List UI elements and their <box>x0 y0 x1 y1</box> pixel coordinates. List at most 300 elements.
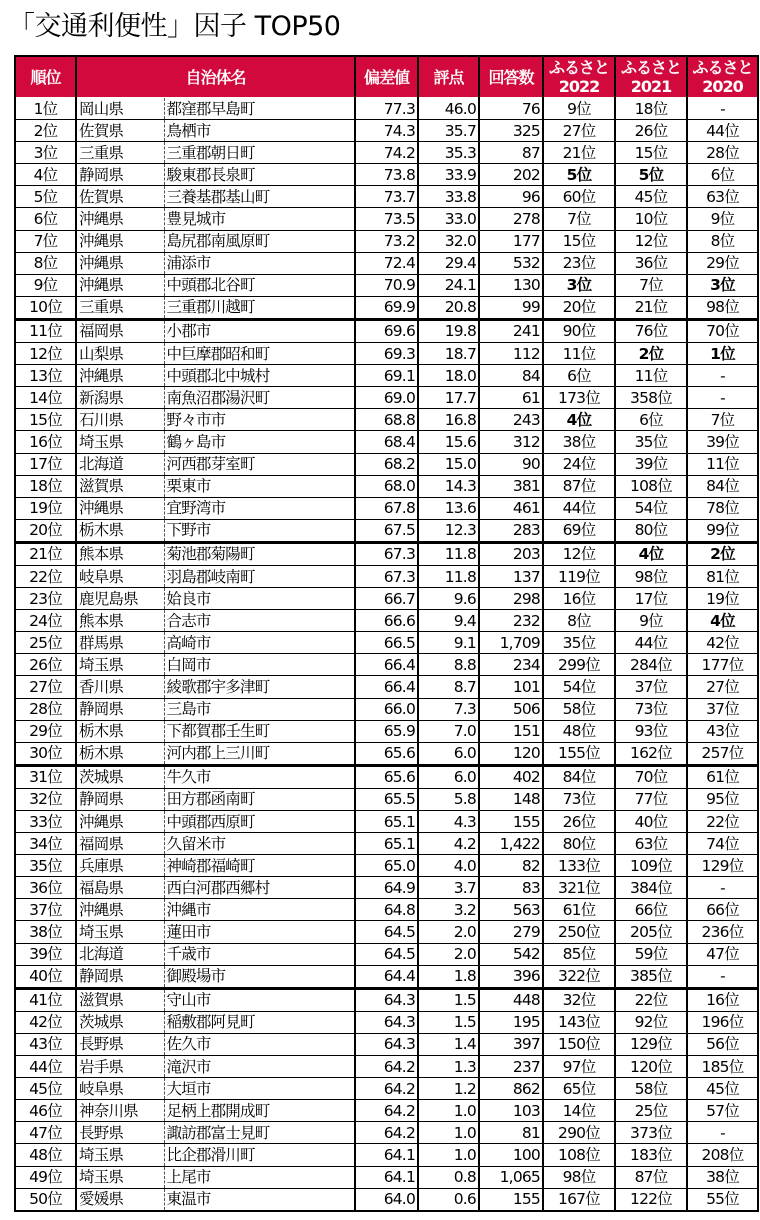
responses-cell: 312 <box>479 431 543 453</box>
table-row <box>15 519 758 542</box>
furusato-2022-cell: 5位 <box>543 164 615 186</box>
furusato-2021-cell: 108位 <box>615 475 687 497</box>
rank-cell: 34位 <box>15 833 76 855</box>
rank-cell: 1位 <box>15 98 76 120</box>
furusato-2021-cell: 385位 <box>615 965 687 988</box>
rank-cell: 5位 <box>15 186 76 208</box>
score-cell: 32.0 <box>418 230 479 252</box>
city-cell: 都窪郡早島町 <box>164 98 355 120</box>
city-cell: 豊見城市 <box>164 208 355 230</box>
responses-cell: 90 <box>479 453 543 475</box>
rank-cell: 40位 <box>15 965 76 988</box>
responses-cell: 397 <box>479 1033 543 1055</box>
rank-cell: 24位 <box>15 610 76 632</box>
deviation-cell: 69.9 <box>355 296 418 319</box>
deviation-cell: 69.1 <box>355 365 418 387</box>
furusato-2021-cell: 35位 <box>615 431 687 453</box>
deviation-cell: 64.8 <box>355 899 418 921</box>
deviation-cell: 70.9 <box>355 274 418 296</box>
prefecture-cell: 熊本県 <box>76 610 164 632</box>
rank-cell: 16位 <box>15 431 76 453</box>
responses-cell: 76 <box>479 98 543 120</box>
rank-cell: 37位 <box>15 899 76 921</box>
score-cell: 8.8 <box>418 654 479 676</box>
table-row <box>15 720 758 742</box>
rank-cell: 27位 <box>15 676 76 698</box>
furusato-2021-cell: 76位 <box>615 319 687 342</box>
deviation-cell: 65.5 <box>355 788 418 810</box>
table-row <box>15 654 758 676</box>
responses-cell: 241 <box>479 319 543 342</box>
deviation-cell: 64.5 <box>355 921 418 943</box>
furusato-2021-cell: 10位 <box>615 208 687 230</box>
furusato-2022-cell: 48位 <box>543 720 615 742</box>
header-score: 評点 <box>418 56 479 98</box>
city-cell: 河西郡芽室町 <box>164 453 355 475</box>
furusato-2021-cell: 77位 <box>615 788 687 810</box>
responses-cell: 101 <box>479 676 543 698</box>
furusato-2020-cell: 2位 <box>687 542 758 565</box>
score-cell: 1.2 <box>418 1078 479 1100</box>
score-cell: 9.1 <box>418 632 479 654</box>
prefecture-cell: 香川県 <box>76 676 164 698</box>
responses-cell: 1,422 <box>479 833 543 855</box>
rank-cell: 39位 <box>15 943 76 965</box>
city-cell: 牛久市 <box>164 765 355 788</box>
prefecture-cell: 滋賀県 <box>76 988 164 1011</box>
furusato-2021-cell: 22位 <box>615 988 687 1011</box>
furusato-2021-cell: 12位 <box>615 230 687 252</box>
rank-cell: 38位 <box>15 921 76 943</box>
furusato-2020-cell: 208位 <box>687 1144 758 1166</box>
furusato-2020-cell: - <box>687 877 758 899</box>
furusato-2022-cell: 87位 <box>543 475 615 497</box>
table-row <box>15 98 758 120</box>
rank-cell: 29位 <box>15 720 76 742</box>
furusato-2022-cell: 24位 <box>543 453 615 475</box>
score-cell: 8.7 <box>418 676 479 698</box>
deviation-cell: 68.8 <box>355 409 418 431</box>
furusato-2022-cell: 155位 <box>543 742 615 765</box>
prefecture-cell: 茨城県 <box>76 1011 164 1033</box>
header-furusato-2022 <box>543 56 615 98</box>
deviation-cell: 73.2 <box>355 230 418 252</box>
deviation-cell: 66.7 <box>355 588 418 610</box>
prefecture-cell: 栃木県 <box>76 742 164 765</box>
furusato-2021-cell: 37位 <box>615 676 687 698</box>
city-cell: 駿東郡長泉町 <box>164 164 355 186</box>
furusato-2020-cell: - <box>687 365 758 387</box>
deviation-cell: 67.8 <box>355 497 418 519</box>
city-cell: 諏訪郡富士見町 <box>164 1122 355 1144</box>
furusato-2021-cell: 373位 <box>615 1122 687 1144</box>
rank-cell: 6位 <box>15 208 76 230</box>
furusato-2021-cell: 66位 <box>615 899 687 921</box>
furusato-2020-cell: 22位 <box>687 811 758 833</box>
prefecture-cell: 茨城県 <box>76 765 164 788</box>
furusato-2020-cell: 8位 <box>687 230 758 252</box>
header-year: 2020 <box>702 77 743 96</box>
city-cell: 野々市市 <box>164 409 355 431</box>
responses-cell: 84 <box>479 365 543 387</box>
furusato-2020-cell: 11位 <box>687 453 758 475</box>
score-cell: 1.4 <box>418 1033 479 1055</box>
furusato-2022-cell: 133位 <box>543 855 615 877</box>
furusato-2020-cell: 42位 <box>687 632 758 654</box>
prefecture-cell: 福島県 <box>76 877 164 899</box>
table-row <box>15 542 758 565</box>
furusato-2021-cell: 6位 <box>615 409 687 431</box>
responses-cell: 120 <box>479 742 543 765</box>
furusato-2021-cell: 98位 <box>615 565 687 587</box>
furusato-2020-cell: 6位 <box>687 164 758 186</box>
score-cell: 16.8 <box>418 409 479 431</box>
table-row <box>15 698 758 720</box>
prefecture-cell: 沖縄県 <box>76 252 164 274</box>
rank-cell: 7位 <box>15 230 76 252</box>
responses-cell: 461 <box>479 497 543 519</box>
furusato-2022-cell: 322位 <box>543 965 615 988</box>
score-cell: 1.0 <box>418 1144 479 1166</box>
furusato-2022-cell: 15位 <box>543 230 615 252</box>
prefecture-cell: 埼玉県 <box>76 654 164 676</box>
responses-cell: 148 <box>479 788 543 810</box>
furusato-2020-cell: 236位 <box>687 921 758 943</box>
furusato-2022-cell: 61位 <box>543 899 615 921</box>
prefecture-cell: 沖縄県 <box>76 274 164 296</box>
table-row <box>15 296 758 319</box>
prefecture-cell: 岐阜県 <box>76 565 164 587</box>
furusato-2021-cell: 18位 <box>615 98 687 120</box>
rank-cell: 8位 <box>15 252 76 274</box>
furusato-2022-cell: 80位 <box>543 833 615 855</box>
deviation-cell: 64.2 <box>355 1100 418 1122</box>
deviation-cell: 74.2 <box>355 142 418 164</box>
furusato-2022-cell: 143位 <box>543 1011 615 1033</box>
furusato-2020-cell: 81位 <box>687 565 758 587</box>
table-row <box>15 453 758 475</box>
rank-cell: 10位 <box>15 296 76 319</box>
header-year: 2021 <box>630 77 672 96</box>
responses-cell: 130 <box>479 274 543 296</box>
score-cell: 13.6 <box>418 497 479 519</box>
prefecture-cell: 長野県 <box>76 1033 164 1055</box>
score-cell: 1.0 <box>418 1122 479 1144</box>
prefecture-cell: 沖縄県 <box>76 365 164 387</box>
prefecture-cell: 岩手県 <box>76 1056 164 1078</box>
rank-cell: 36位 <box>15 877 76 899</box>
city-cell: 蓮田市 <box>164 921 355 943</box>
furusato-2020-cell: 29位 <box>687 252 758 274</box>
responses-cell: 103 <box>479 1100 543 1122</box>
responses-cell: 87 <box>479 142 543 164</box>
furusato-2022-cell: 9位 <box>543 98 615 120</box>
furusato-2020-cell: - <box>687 1122 758 1144</box>
rank-cell: 26位 <box>15 654 76 676</box>
rank-cell: 22位 <box>15 565 76 587</box>
table-row <box>15 120 758 142</box>
furusato-2022-cell: 38位 <box>543 431 615 453</box>
responses-cell: 195 <box>479 1011 543 1033</box>
rank-cell: 23位 <box>15 588 76 610</box>
furusato-2021-cell: 73位 <box>615 698 687 720</box>
responses-cell: 83 <box>479 877 543 899</box>
responses-cell: 96 <box>479 186 543 208</box>
responses-cell: 112 <box>479 343 543 365</box>
rank-cell: 49位 <box>15 1166 76 1188</box>
table-row <box>15 965 758 988</box>
city-cell: 三重郡朝日町 <box>164 142 355 164</box>
prefecture-cell: 埼玉県 <box>76 921 164 943</box>
furusato-2020-cell: 16位 <box>687 988 758 1011</box>
city-cell: 三島市 <box>164 698 355 720</box>
rank-cell: 17位 <box>15 453 76 475</box>
furusato-2022-cell: 65位 <box>543 1078 615 1100</box>
table-row <box>15 274 758 296</box>
score-cell: 12.3 <box>418 519 479 542</box>
city-cell: 田方郡函南町 <box>164 788 355 810</box>
city-cell: 足柄上郡開成町 <box>164 1100 355 1122</box>
score-cell: 4.3 <box>418 811 479 833</box>
furusato-2021-cell: 59位 <box>615 943 687 965</box>
header-rank: 順位 <box>15 56 76 98</box>
table-row <box>15 788 758 810</box>
rank-cell: 21位 <box>15 542 76 565</box>
furusato-2022-cell: 7位 <box>543 208 615 230</box>
furusato-2021-cell: 122位 <box>615 1188 687 1211</box>
furusato-2021-cell: 2位 <box>615 343 687 365</box>
responses-cell: 279 <box>479 921 543 943</box>
rank-cell: 47位 <box>15 1122 76 1144</box>
score-cell: 3.7 <box>418 877 479 899</box>
furusato-2020-cell: - <box>687 387 758 409</box>
page-title: 「交通利便性」因子 TOP50 <box>8 11 341 42</box>
rank-cell: 15位 <box>15 409 76 431</box>
furusato-2020-cell: 63位 <box>687 186 758 208</box>
city-cell: 守山市 <box>164 988 355 1011</box>
prefecture-cell: 沖縄県 <box>76 208 164 230</box>
furusato-2020-cell: 84位 <box>687 475 758 497</box>
deviation-cell: 64.4 <box>355 965 418 988</box>
deviation-cell: 64.1 <box>355 1144 418 1166</box>
furusato-2021-cell: 39位 <box>615 453 687 475</box>
responses-cell: 862 <box>479 1078 543 1100</box>
score-cell: 5.8 <box>418 788 479 810</box>
city-cell: 千歳市 <box>164 943 355 965</box>
score-cell: 33.8 <box>418 186 479 208</box>
score-cell: 9.6 <box>418 588 479 610</box>
score-cell: 18.0 <box>418 365 479 387</box>
score-cell: 4.0 <box>418 855 479 877</box>
furusato-2021-cell: 11位 <box>615 365 687 387</box>
furusato-2021-cell: 36位 <box>615 252 687 274</box>
header-furusato-2021 <box>615 56 687 98</box>
rank-cell: 44位 <box>15 1056 76 1078</box>
furusato-2022-cell: 8位 <box>543 610 615 632</box>
table-row <box>15 632 758 654</box>
score-cell: 0.8 <box>418 1166 479 1188</box>
score-cell: 1.0 <box>418 1100 479 1122</box>
prefecture-cell: 北海道 <box>76 943 164 965</box>
furusato-2020-cell: 38位 <box>687 1166 758 1188</box>
responses-cell: 542 <box>479 943 543 965</box>
prefecture-cell: 兵庫県 <box>76 855 164 877</box>
table-row <box>15 1056 758 1078</box>
furusato-2020-cell: 1位 <box>687 343 758 365</box>
furusato-2022-cell: 26位 <box>543 811 615 833</box>
table-row <box>15 765 758 788</box>
table-row <box>15 742 758 765</box>
city-cell: 姶良市 <box>164 588 355 610</box>
furusato-2020-cell: 70位 <box>687 319 758 342</box>
deviation-cell: 73.5 <box>355 208 418 230</box>
table-row <box>15 1011 758 1033</box>
score-cell: 1.5 <box>418 1011 479 1033</box>
city-cell: 高崎市 <box>164 632 355 654</box>
deviation-cell: 64.3 <box>355 1033 418 1055</box>
score-cell: 0.6 <box>418 1188 479 1211</box>
table-row <box>15 475 758 497</box>
responses-cell: 283 <box>479 519 543 542</box>
responses-cell: 61 <box>479 387 543 409</box>
prefecture-cell: 滋賀県 <box>76 475 164 497</box>
deviation-cell: 66.5 <box>355 632 418 654</box>
rank-cell: 14位 <box>15 387 76 409</box>
deviation-cell: 74.3 <box>355 120 418 142</box>
score-cell: 19.8 <box>418 319 479 342</box>
city-cell: 鳥栖市 <box>164 120 355 142</box>
prefecture-cell: 静岡県 <box>76 164 164 186</box>
responses-cell: 1,065 <box>479 1166 543 1188</box>
score-cell: 15.0 <box>418 453 479 475</box>
furusato-2021-cell: 109位 <box>615 855 687 877</box>
furusato-2022-cell: 290位 <box>543 1122 615 1144</box>
table-row <box>15 610 758 632</box>
deviation-cell: 73.8 <box>355 164 418 186</box>
table-row <box>15 164 758 186</box>
furusato-2020-cell: 27位 <box>687 676 758 698</box>
header-furusato-2020 <box>687 56 758 98</box>
furusato-2022-cell: 108位 <box>543 1144 615 1166</box>
city-cell: 比企郡滑川町 <box>164 1144 355 1166</box>
furusato-2021-cell: 205位 <box>615 921 687 943</box>
score-cell: 2.0 <box>418 921 479 943</box>
table-row <box>15 497 758 519</box>
rank-cell: 4位 <box>15 164 76 186</box>
score-cell: 29.4 <box>418 252 479 274</box>
furusato-2020-cell: 56位 <box>687 1033 758 1055</box>
rank-cell: 43位 <box>15 1033 76 1055</box>
furusato-2020-cell: 129位 <box>687 855 758 877</box>
table-row <box>15 1078 758 1100</box>
responses-cell: 203 <box>479 542 543 565</box>
responses-cell: 563 <box>479 899 543 921</box>
furusato-2020-cell: 98位 <box>687 296 758 319</box>
furusato-2021-cell: 63位 <box>615 833 687 855</box>
table-row <box>15 319 758 342</box>
city-cell: 久留米市 <box>164 833 355 855</box>
responses-cell: 278 <box>479 208 543 230</box>
deviation-cell: 77.3 <box>355 98 418 120</box>
prefecture-cell: 静岡県 <box>76 965 164 988</box>
prefecture-cell: 福岡県 <box>76 319 164 342</box>
rank-cell: 50位 <box>15 1188 76 1211</box>
header-label: ふるさと <box>692 58 753 77</box>
responses-cell: 396 <box>479 965 543 988</box>
score-cell: 7.0 <box>418 720 479 742</box>
prefecture-cell: 鹿児島県 <box>76 588 164 610</box>
prefecture-cell: 熊本県 <box>76 542 164 565</box>
furusato-2021-cell: 40位 <box>615 811 687 833</box>
prefecture-cell: 三重県 <box>76 296 164 319</box>
deviation-cell: 64.0 <box>355 1188 418 1211</box>
table-row <box>15 365 758 387</box>
deviation-cell: 65.9 <box>355 720 418 742</box>
table-row <box>15 387 758 409</box>
city-cell: 大垣市 <box>164 1078 355 1100</box>
score-cell: 6.0 <box>418 742 479 765</box>
score-cell: 1.8 <box>418 965 479 988</box>
responses-cell: 155 <box>479 1188 543 1211</box>
furusato-2022-cell: 97位 <box>543 1056 615 1078</box>
city-cell: 上尾市 <box>164 1166 355 1188</box>
table-row <box>15 855 758 877</box>
furusato-2021-cell: 4位 <box>615 542 687 565</box>
table-row <box>15 252 758 274</box>
city-cell: 三養基郡基山町 <box>164 186 355 208</box>
rank-cell: 30位 <box>15 742 76 765</box>
furusato-2022-cell: 84位 <box>543 765 615 788</box>
furusato-2020-cell: 196位 <box>687 1011 758 1033</box>
rank-cell: 45位 <box>15 1078 76 1100</box>
furusato-2020-cell: 74位 <box>687 833 758 855</box>
prefecture-cell: 埼玉県 <box>76 1166 164 1188</box>
furusato-2022-cell: 44位 <box>543 497 615 519</box>
table-row <box>15 1166 758 1188</box>
score-cell: 35.7 <box>418 120 479 142</box>
responses-cell: 99 <box>479 296 543 319</box>
furusato-2022-cell: 35位 <box>543 632 615 654</box>
prefecture-cell: 埼玉県 <box>76 431 164 453</box>
furusato-2022-cell: 3位 <box>543 274 615 296</box>
table-row <box>15 811 758 833</box>
deviation-cell: 72.4 <box>355 252 418 274</box>
score-cell: 7.3 <box>418 698 479 720</box>
furusato-2021-cell: 26位 <box>615 120 687 142</box>
rank-cell: 41位 <box>15 988 76 1011</box>
furusato-2022-cell: 58位 <box>543 698 615 720</box>
deviation-cell: 66.6 <box>355 610 418 632</box>
furusato-2020-cell: 55位 <box>687 1188 758 1211</box>
responses-cell: 82 <box>479 855 543 877</box>
deviation-cell: 64.5 <box>355 943 418 965</box>
prefecture-cell: 佐賀県 <box>76 120 164 142</box>
prefecture-cell: 福岡県 <box>76 833 164 855</box>
rank-cell: 20位 <box>15 519 76 542</box>
table-row <box>15 431 758 453</box>
prefecture-cell: 栃木県 <box>76 519 164 542</box>
table-row <box>15 1188 758 1211</box>
deviation-cell: 67.3 <box>355 565 418 587</box>
deviation-cell: 64.9 <box>355 877 418 899</box>
furusato-2020-cell: 61位 <box>687 765 758 788</box>
rank-cell: 11位 <box>15 319 76 342</box>
prefecture-cell: 佐賀県 <box>76 186 164 208</box>
deviation-cell: 65.6 <box>355 742 418 765</box>
table-row <box>15 186 758 208</box>
score-cell: 33.9 <box>418 164 479 186</box>
furusato-2022-cell: 98位 <box>543 1166 615 1188</box>
